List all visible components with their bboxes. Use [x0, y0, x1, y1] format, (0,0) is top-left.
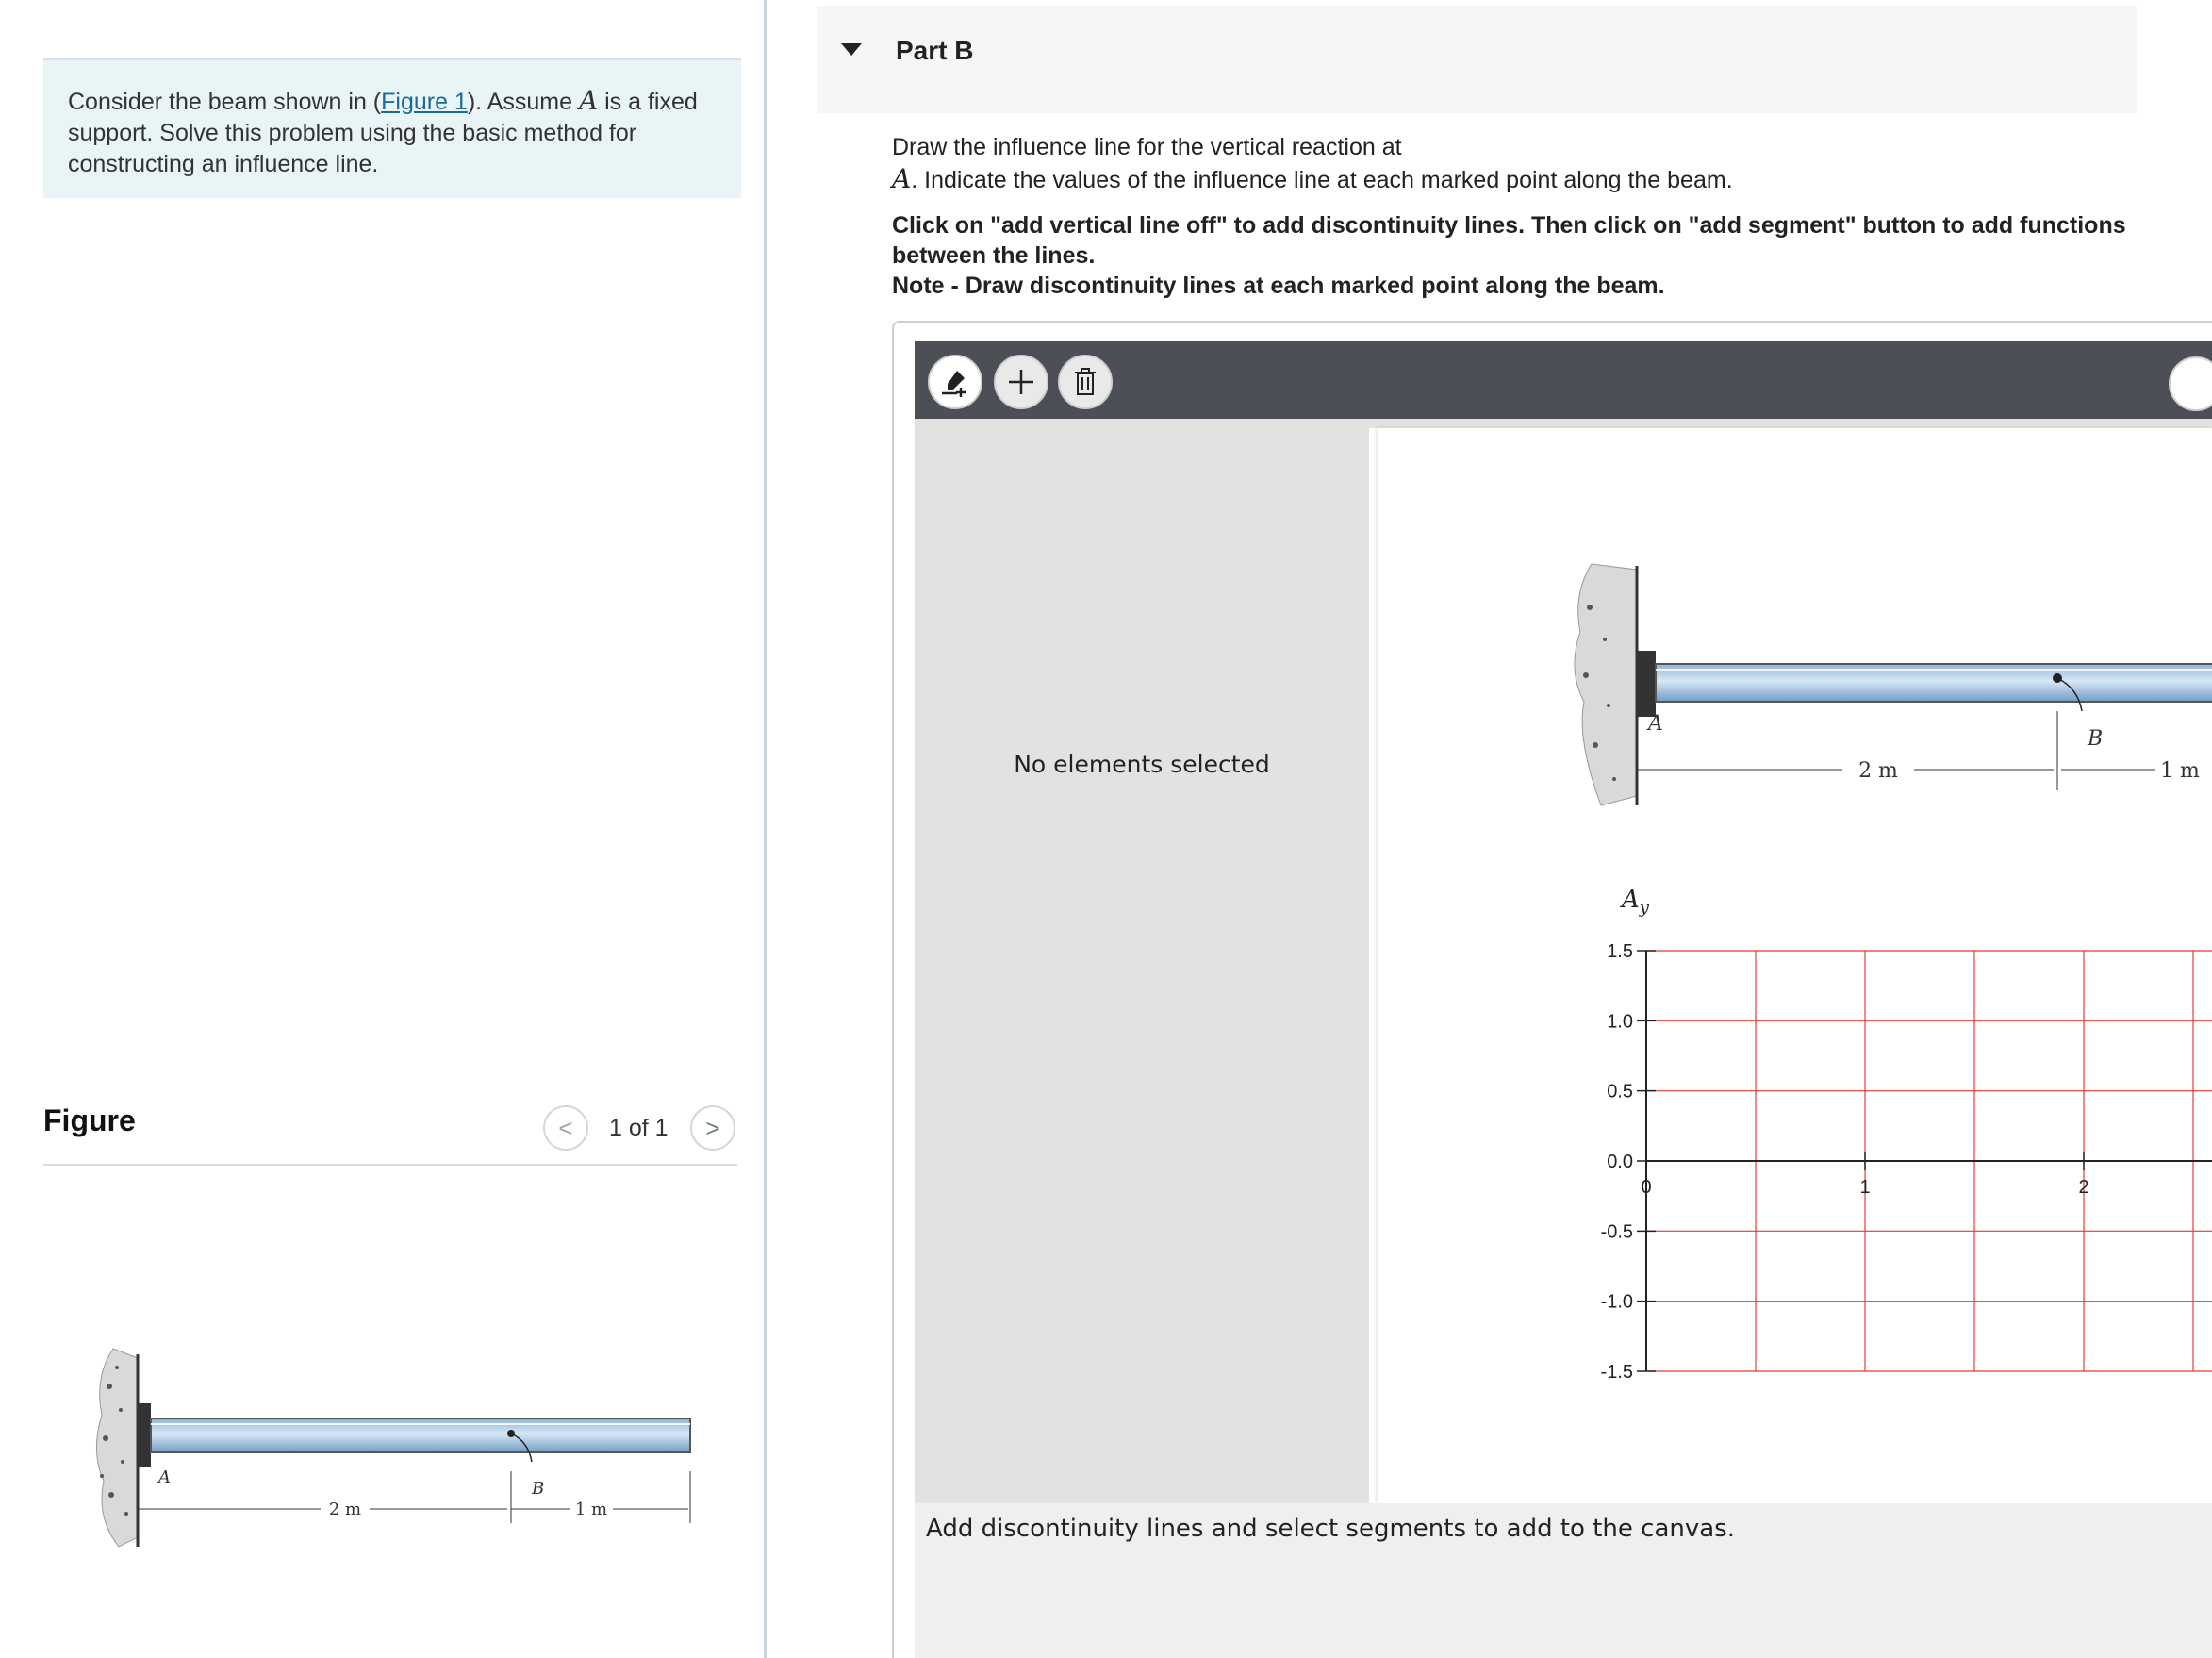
- chart-ylabel: [1620, 886, 1650, 918]
- canvas-dim-1m: 1 m: [2160, 759, 2200, 783]
- left-panel: [0, 0, 773, 1658]
- y-tick-label: 0.0: [1607, 1152, 1633, 1172]
- properties-panel: [915, 419, 1369, 1503]
- beam-figure[interactable]: [85, 1320, 707, 1566]
- panel-divider[interactable]: [764, 0, 767, 1658]
- canvas-dim-2m: 2 m: [1858, 759, 1898, 783]
- dim-1m: 1 m: [574, 1500, 608, 1519]
- canvas-border: [1369, 419, 2212, 428]
- chevron-right-icon: >: [705, 1113, 720, 1142]
- chart-ylabel-main: A: [1622, 886, 1640, 914]
- wall-support: [96, 1349, 151, 1547]
- y-tick-label: -0.5: [1600, 1221, 1633, 1243]
- instruction-symbol: A: [892, 163, 912, 194]
- instruction-line-2: . Indicate the values of the influence line at each marked point along the beam.: [911, 167, 1733, 193]
- drawing-canvas[interactable]: [1378, 428, 2212, 1503]
- dim-2m: 2 m: [328, 1500, 362, 1519]
- part-title: Part B: [896, 36, 974, 65]
- plus-icon: [1004, 365, 1038, 399]
- instructions: [892, 132, 2155, 196]
- collapse-caret-icon[interactable]: [841, 43, 862, 56]
- bold-instructions: [892, 210, 2155, 301]
- point-label: B: [532, 1479, 545, 1499]
- figure-counter: 1 of 1: [609, 1115, 669, 1141]
- bold-instruction-1: Click on "add vertical line off" to add discontinuity lines. Then click on "add segment" button to add functions between the lines.: [892, 212, 2126, 269]
- x-tick-label: 2: [2078, 1177, 2089, 1198]
- figure-link[interactable]: Figure 1: [381, 89, 468, 115]
- x-tick-label: 0: [1641, 1177, 1652, 1198]
- problem-statement: [43, 58, 741, 198]
- problem-text-2: ). Assume: [467, 89, 579, 115]
- status-area: [915, 1503, 2212, 1658]
- canvas-support-label: A: [1648, 712, 1663, 736]
- status-message: Add discontinuity lines and select segments to add to the canvas.: [926, 1515, 1735, 1543]
- y-tick-label: 1.5: [1607, 941, 1633, 962]
- discontinuity-pencil-icon: [938, 365, 972, 399]
- figure-divider: [43, 1164, 737, 1166]
- influence-line-chart[interactable]: [1601, 941, 2212, 1383]
- figure-title: Figure: [43, 1103, 136, 1137]
- add-discontinuity-button[interactable]: [928, 355, 982, 409]
- y-tick-label: 1.0: [1607, 1011, 1633, 1033]
- y-tick-label: -1.0: [1600, 1291, 1633, 1313]
- part-header[interactable]: [817, 6, 2137, 113]
- chart-ylabel-sub: y: [1639, 898, 1649, 918]
- delete-button[interactable]: [1058, 355, 1113, 409]
- support-symbol: A: [578, 85, 599, 116]
- figure-next-button[interactable]: [690, 1105, 735, 1151]
- instruction-line-1: Draw the influence line for the vertical reaction at: [892, 134, 1402, 160]
- canvas-point-label: B: [2088, 727, 2104, 751]
- trash-icon: [1068, 365, 1102, 399]
- add-segment-button[interactable]: [994, 355, 1048, 409]
- figure-prev-button[interactable]: [543, 1105, 588, 1151]
- x-tick-label: 1: [1859, 1177, 1871, 1198]
- canvas-svg[interactable]: [1378, 428, 2212, 1503]
- y-tick-label: 0.5: [1607, 1081, 1633, 1103]
- selection-status: No elements selected: [1014, 751, 1270, 778]
- drawing-toolbar: [915, 341, 2212, 419]
- y-tick-label: -1.5: [1600, 1362, 1633, 1383]
- help-button[interactable]: [2169, 356, 2212, 411]
- problem-text-3: is a fixed support. Solve this problem using the basic method for constructing an influence line.: [68, 89, 698, 177]
- chevron-left-icon: <: [558, 1113, 573, 1142]
- problem-text-1: Consider the beam shown in (: [68, 89, 382, 115]
- support-label: A: [158, 1467, 171, 1487]
- bold-instruction-2: Note - Draw discontinuity lines at each marked point along the beam.: [892, 273, 1665, 299]
